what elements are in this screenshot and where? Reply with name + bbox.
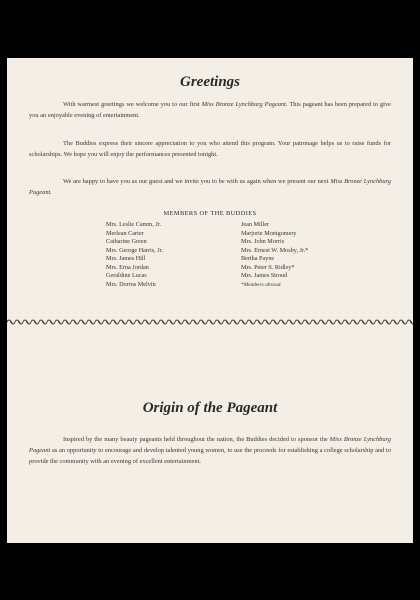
greetings-paragraph-2: The Buddies express their sincere appreciation to you who attend this program. Your patronage helps us to raise funds for scholarships. We hope you will enjoy the performances presented tonight.	[29, 140, 391, 158]
origin-text-before: Inspired by the many beauty pageants held throughout the nation, the Buddies decided to sponsor the	[63, 436, 330, 443]
members-left-column	[106, 221, 163, 289]
member-name: Mrs. George Harris, Jr.	[106, 246, 163, 254]
member-name: Mrs. Dorrus Melvin	[106, 280, 156, 288]
members-heading: MEMBERS OF THE BUDDIES	[163, 210, 257, 217]
member-name: Mrs. Ernest W. Mosby, Jr.*	[241, 246, 309, 254]
origin-text-after: as an opportunity to encourage and develop talented young women, to use the proceeds for establishing a college scholarship and to provide the community with an evening of excellent entertainment.	[29, 447, 391, 465]
program-page	[7, 58, 413, 543]
member-name: Mrs. James Stroud	[241, 272, 288, 279]
member-name: Merlean Carter	[106, 229, 144, 237]
origin-paragraph	[29, 434, 391, 467]
greetings-paragraph-3	[29, 176, 391, 198]
p1-text-after: This pageant has been prepared to give you an enjoyable evening of entertainment.	[29, 101, 391, 119]
greetings-title: Greetings	[180, 74, 240, 90]
member-name: Catharine Green	[106, 238, 147, 245]
origin-pageant-name: Miss Bronze Lynchburg Pageant	[29, 436, 391, 454]
member-name: Marjorie Montgomery	[241, 229, 297, 237]
p3-pageant-name: Miss Bronze Lynchburg Pageant.	[29, 178, 391, 196]
p1-text-before: With warmest greetings we welcome you to our first	[63, 101, 202, 108]
members-right-column	[241, 221, 308, 289]
member-name: Jean Miller	[241, 221, 270, 228]
member-name: Mrs. Leslie Camm, Jr.	[106, 221, 161, 228]
ornamental-divider	[7, 317, 413, 327]
member-name: Geraldine Lucas	[106, 272, 147, 279]
member-name: Bertha Payne	[241, 255, 275, 262]
p3-text-before: We are happy to have you as our guest and we invite you to be with us again when we present our next	[63, 178, 331, 185]
greetings-paragraph-1	[29, 99, 391, 121]
member-name: Mrs. Peter S. Ridley*	[241, 263, 295, 271]
member-name: Mrs. John Morris	[241, 238, 285, 245]
members-footnote: *Members abroad.	[241, 281, 282, 288]
member-name: Mrs. James Hill	[106, 255, 146, 262]
origin-title: Origin of the Pageant	[142, 400, 278, 416]
p1-pageant-name: Miss Bronze Lynchburg Pageant.	[201, 101, 288, 108]
member-name: Mrs. Erna Jordan	[106, 263, 149, 271]
